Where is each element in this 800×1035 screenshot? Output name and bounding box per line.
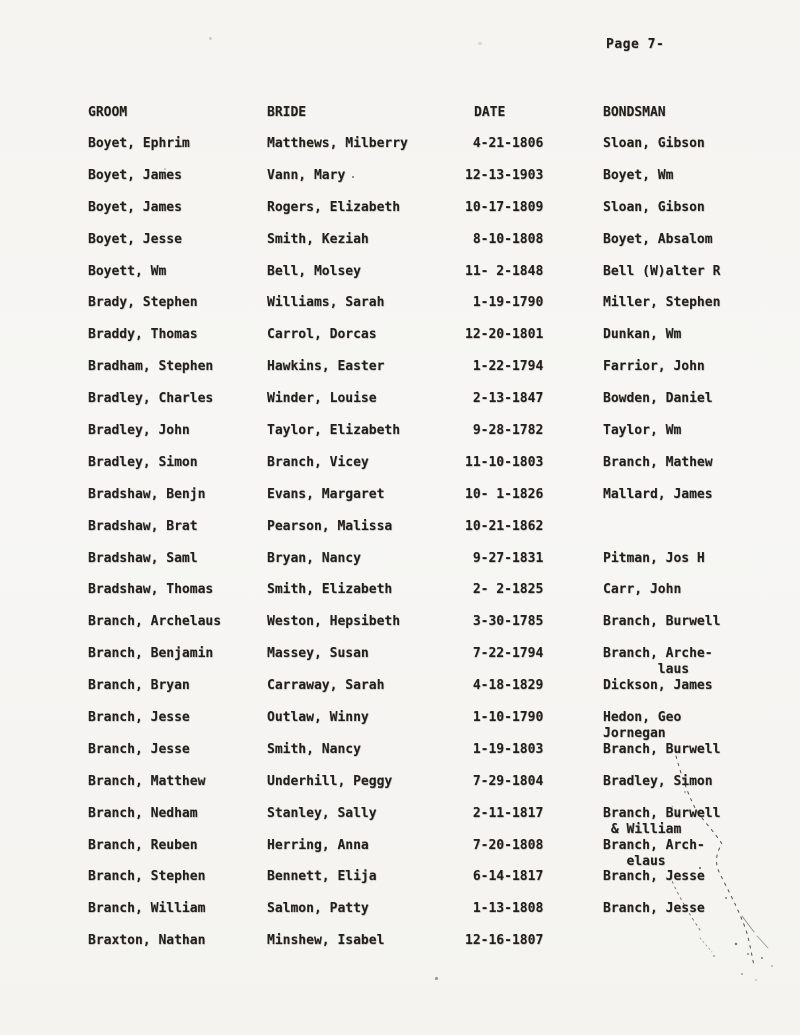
groom-cell: Braxton, Nathan — [88, 933, 206, 949]
table-row — [88, 265, 792, 297]
header-bride: BRIDE — [267, 105, 307, 120]
groom-cell: Branch, William — [88, 901, 206, 917]
bondsman-cell: Boyet, Wm — [603, 167, 674, 183]
groom-cell: Boyett, Wm — [88, 263, 167, 279]
bondsman-cell: Hedon, Geo Jornegan — [603, 710, 682, 742]
bride-cell: Rogers, Elizabeth — [267, 199, 401, 215]
marriage-records-table — [88, 106, 792, 966]
date-cell: 12-13-1903 — [465, 167, 544, 183]
date-cell: 9-28-1782 — [465, 423, 544, 439]
groom-cell: Branch, Reuben — [88, 837, 198, 853]
date-cell: 7-20-1808 — [465, 837, 544, 853]
bride-cell: Salmon, Patty — [267, 901, 369, 917]
table-row — [88, 552, 792, 584]
bride-cell: Carraway, Sarah — [267, 678, 385, 694]
date-cell: 10-17-1809 — [465, 199, 544, 215]
bride-cell: Bryan, Nancy — [267, 550, 361, 566]
groom-cell: Bradham, Stephen — [88, 359, 214, 375]
header-bondsman: BONDSMAN — [603, 105, 666, 120]
groom-cell: Brady, Stephen — [88, 295, 198, 311]
table-row — [88, 392, 792, 424]
groom-cell: Bradley, John — [88, 423, 190, 439]
date-cell: 7-22-1794 — [465, 646, 544, 662]
table-row — [88, 934, 792, 966]
table-row — [88, 870, 792, 902]
bride-cell: Bennett, Elija — [267, 869, 377, 885]
table-body — [88, 137, 792, 966]
date-cell: 12-20-1801 — [465, 327, 544, 343]
date-cell: 6-14-1817 — [465, 869, 544, 885]
bondsman-cell: Branch, Burwell — [603, 741, 721, 757]
bride-cell: Pearson, Malissa — [267, 518, 393, 534]
date-cell: 2- 2-1825 — [465, 582, 544, 598]
groom-cell: Boyet, Ephrim — [88, 136, 190, 151]
bondsman-cell: Mallard, James — [603, 486, 713, 502]
scan-speck — [352, 176, 354, 178]
bondsman-cell: Branch, Mathew — [603, 454, 713, 470]
table-row — [88, 296, 792, 328]
groom-cell: Braddy, Thomas — [88, 327, 198, 343]
date-cell: 9-27-1831 — [465, 550, 544, 566]
bondsman-cell: Branch, Burwell — [603, 614, 721, 630]
bondsman-cell: Sloan, Gibson — [603, 136, 705, 151]
table-row — [88, 328, 792, 360]
table-row — [88, 711, 792, 743]
groom-cell: Branch, Stephen — [88, 869, 206, 885]
bride-cell: Branch, Vicey — [267, 454, 369, 470]
date-cell: 2-11-1817 — [465, 805, 544, 821]
bondsman-cell: Boyet, Absalom — [603, 231, 713, 247]
date-cell: 2-13-1847 — [465, 391, 544, 407]
bondsman-cell: Branch, Jesse — [603, 901, 705, 917]
bride-cell: Smith, Nancy — [267, 741, 361, 757]
date-cell: 10- 1-1826 — [465, 486, 544, 502]
table-row — [88, 201, 792, 233]
groom-cell: Boyet, James — [88, 167, 182, 183]
bride-cell: Bell, Molsey — [267, 263, 361, 279]
scan-speck — [164, 168, 166, 170]
table-row — [88, 902, 792, 934]
groom-cell: Boyet, Jesse — [88, 231, 182, 247]
table-row — [88, 743, 792, 775]
bride-cell: Evans, Margaret — [267, 486, 385, 502]
page-number-label: Page 7- — [606, 37, 665, 52]
table-row — [88, 456, 792, 488]
bondsman-cell: Sloan, Gibson — [603, 199, 705, 215]
bondsman-cell: Bowden, Daniel — [603, 391, 713, 407]
table-row — [88, 233, 792, 265]
table-row — [88, 137, 792, 169]
bride-cell: Hawkins, Easter — [267, 359, 385, 375]
groom-cell: Boyet, James — [88, 199, 182, 215]
date-cell: 1-10-1790 — [465, 710, 544, 726]
bride-cell: Underhill, Peggy — [267, 773, 393, 789]
bondsman-cell: Branch, Arche- laus — [603, 646, 713, 678]
date-cell: 11- 2-1848 — [465, 263, 544, 279]
groom-cell: Branch, Archelaus — [88, 614, 222, 630]
table-row — [88, 520, 792, 552]
date-cell: 8-10-1808 — [465, 231, 544, 247]
bondsman-cell: Branch, Burwell & William — [603, 805, 721, 837]
groom-cell: Bradshaw, Saml — [88, 550, 198, 566]
table-row — [88, 615, 792, 647]
bondsman-cell: Dickson, James — [603, 678, 713, 694]
scan-speck — [435, 977, 438, 980]
scan-speck — [209, 37, 212, 40]
groom-cell: Branch, Jesse — [88, 710, 190, 726]
bride-cell: Taylor, Elizabeth — [267, 423, 401, 439]
bride-cell: Outlaw, Winny — [267, 710, 369, 726]
header-groom: GROOM — [88, 105, 128, 120]
groom-cell: Bradshaw, Benjn — [88, 486, 206, 502]
bride-cell: Winder, Louise — [267, 391, 377, 407]
bondsman-cell: Pitman, Jos H — [603, 550, 705, 566]
bride-cell: Herring, Anna — [267, 837, 369, 853]
groom-cell: Bradshaw, Brat — [88, 518, 198, 534]
table-row — [88, 488, 792, 520]
table-header-row — [88, 106, 792, 137]
table-row — [88, 169, 792, 201]
table-row — [88, 360, 792, 392]
bride-cell: Weston, Hepsibeth — [267, 614, 401, 630]
groom-cell: Branch, Benjamin — [88, 646, 214, 662]
bondsman-cell: Farrior, John — [603, 359, 705, 375]
date-cell: 1-19-1803 — [465, 741, 544, 757]
groom-cell: Bradley, Simon — [88, 454, 198, 470]
table-row — [88, 647, 792, 679]
bondsman-cell: Branch, Arch- elaus — [603, 837, 705, 869]
header-date: DATE — [474, 105, 506, 120]
date-cell: 12-16-1807 — [465, 933, 544, 949]
date-cell: 11-10-1803 — [465, 454, 544, 470]
date-cell: 1-19-1790 — [465, 295, 544, 311]
bondsman-cell: Carr, John — [603, 582, 682, 598]
groom-cell: Branch, Jesse — [88, 741, 190, 757]
bride-cell: Smith, Keziah — [267, 231, 369, 247]
bride-cell: Massey, Susan — [267, 646, 369, 662]
date-cell: 3-30-1785 — [465, 614, 544, 630]
date-cell: 10-21-1862 — [465, 518, 544, 534]
bondsman-cell: Dunkan, Wm — [603, 327, 682, 343]
bride-cell: Carrol, Dorcas — [267, 327, 377, 343]
table-row — [88, 583, 792, 615]
groom-cell: Branch, Bryan — [88, 678, 190, 694]
date-cell: 7-29-1804 — [465, 773, 544, 789]
bondsman-cell: Bell (W)alter R — [603, 263, 721, 279]
date-cell: 1-22-1794 — [465, 359, 544, 375]
date-cell: 1-13-1808 — [465, 901, 544, 917]
table-row — [88, 679, 792, 711]
groom-cell: Branch, Matthew — [88, 773, 206, 789]
date-cell: 4-18-1829 — [465, 678, 544, 694]
table-row — [88, 839, 792, 871]
groom-cell: Bradley, Charles — [88, 391, 214, 407]
bondsman-cell: Taylor, Wm — [603, 423, 682, 439]
bride-cell: Stanley, Sally — [267, 805, 377, 821]
table-row — [88, 807, 792, 839]
table-row — [88, 424, 792, 456]
table-row — [88, 775, 792, 807]
bride-cell: Smith, Elizabeth — [267, 582, 393, 598]
bride-cell: Williams, Sarah — [267, 295, 385, 311]
bride-cell: Vann, Mary — [267, 167, 346, 183]
bondsman-cell: Branch, Jesse — [603, 869, 705, 885]
bride-cell: Minshew, Isabel — [267, 933, 385, 949]
date-cell: 4-21-1806 — [465, 136, 544, 151]
groom-cell: Bradshaw, Thomas — [88, 582, 214, 598]
groom-cell: Branch, Nedham — [88, 805, 198, 821]
bride-cell: Matthews, Milberry — [267, 136, 408, 151]
scan-speck — [478, 42, 482, 45]
bondsman-cell: Bradley, Simon — [603, 773, 713, 789]
bondsman-cell: Miller, Stephen — [603, 295, 721, 311]
